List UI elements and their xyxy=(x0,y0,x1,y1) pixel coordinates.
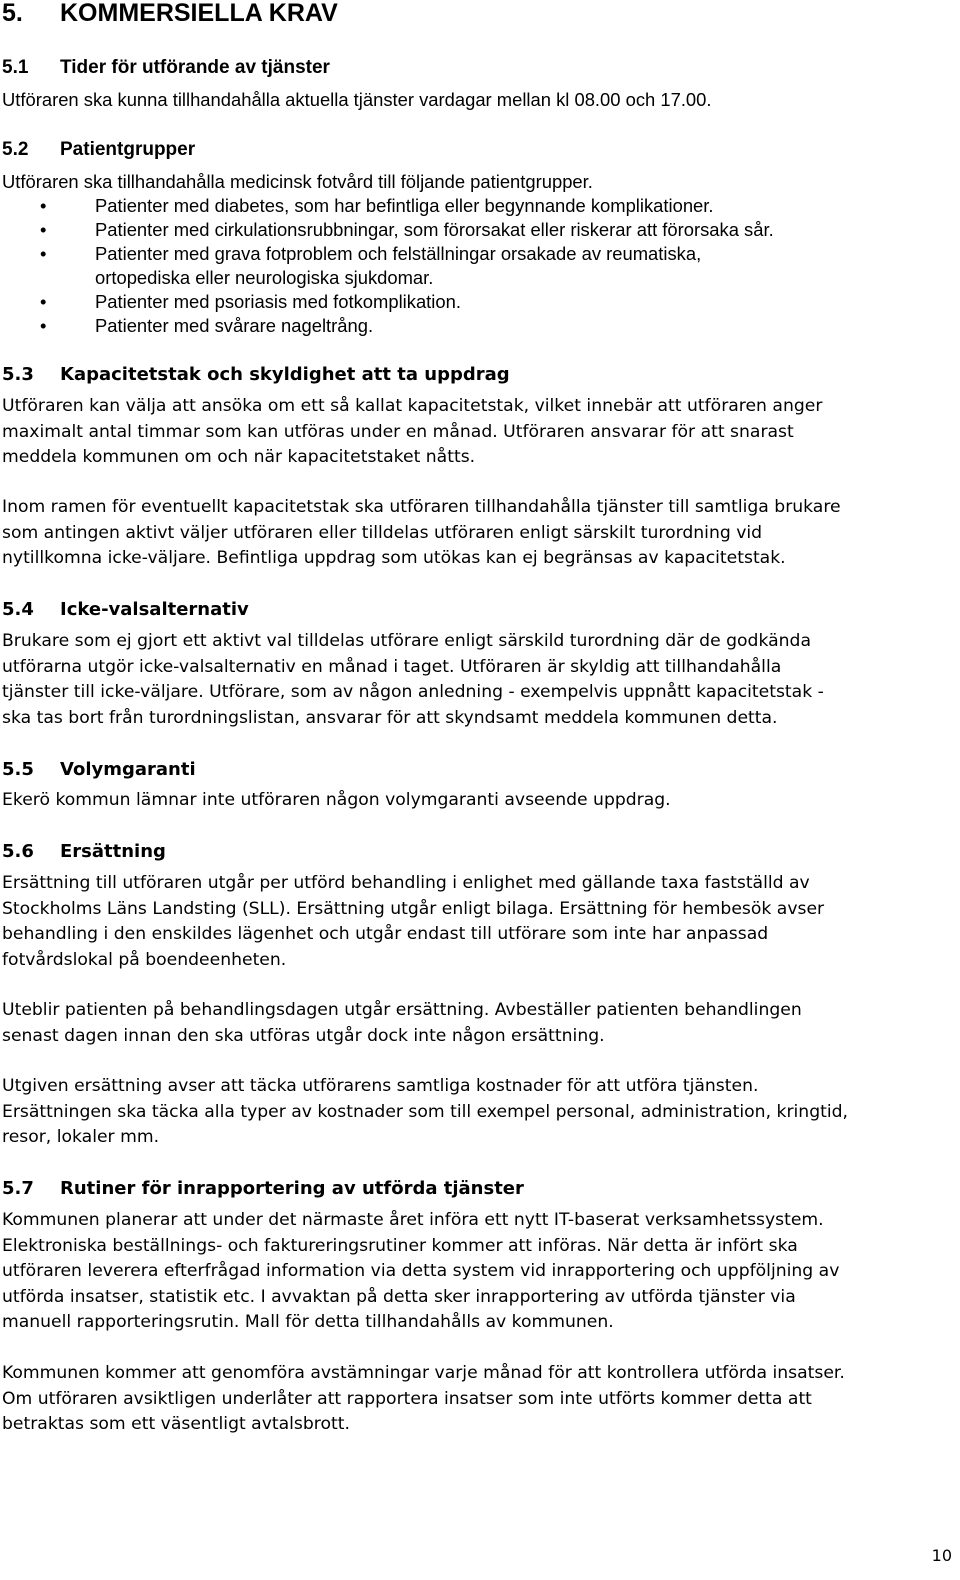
section-5-6-paragraph-3 xyxy=(2,1074,947,1151)
section-heading-text: Kapacitetstak och skyldighet att ta uppdrag xyxy=(60,364,510,385)
section-heading-text: Volymgaranti xyxy=(60,759,196,780)
text-line: Ekerö kommun lämnar inte utföraren någon volymgaranti avseende uppdrag. xyxy=(2,790,671,810)
text-line: Patienter med svårare nageltrång. xyxy=(95,315,374,336)
text-line: Stockholms Läns Landsting (SLL). Ersättning utgår enligt bilaga. Ersättning för hembesök avser xyxy=(2,898,825,919)
text-line: Patienter med psoriasis med fotkomplikation. xyxy=(95,291,461,312)
section-5-5-paragraph xyxy=(2,788,947,814)
section-number: 5.7 xyxy=(2,1178,34,1199)
section-5-3-paragraph-2 xyxy=(2,495,947,572)
text-line: Kommunen kommer att genomföra avstämningar varje månad för att kontrollera utförda insatser. xyxy=(2,1363,845,1383)
list-item xyxy=(2,290,947,314)
section-5-1-heading xyxy=(2,57,330,79)
list-item xyxy=(2,242,947,290)
section-5-1-paragraph xyxy=(2,88,947,112)
section-5-6-paragraph-1 xyxy=(2,871,947,973)
section-number: 5.3 xyxy=(2,364,34,385)
section-5-7-heading xyxy=(2,1178,524,1200)
section-number: 5.6 xyxy=(2,841,34,862)
bullet-icon: • xyxy=(40,315,47,336)
text-line: betraktas som ett väsentligt avtalsbrott. xyxy=(2,1414,350,1434)
text-line: Elektroniska beställnings- och faktureringsrutiner kommer att införas. När detta är infört ska xyxy=(2,1235,798,1256)
section-number: 5.4 xyxy=(2,599,34,620)
text-line: tjänster till icke-väljare. Utförare, som av någon anledning - exempelvis uppnått kapacitetstak - xyxy=(2,682,824,702)
section-5-5-heading xyxy=(2,759,196,781)
text-line: Utföraren ska tillhandahålla medicinsk fotvård till följande patientgrupper. xyxy=(2,171,593,192)
text-line: resor, lokaler mm. xyxy=(2,1127,160,1147)
section-heading-text: Patientgrupper xyxy=(60,139,196,160)
list-item xyxy=(2,314,947,338)
text-line: Utgiven ersättning avser att täcka utförarens samtliga kostnader för att utföra tjänsten. xyxy=(2,1076,759,1096)
patient-group-list xyxy=(2,194,947,338)
text-line: Patienter med cirkulationsrubbningar, som förorsakat eller riskerar att förorsaka sår. xyxy=(95,219,774,240)
section-heading-text: Tider för utförande av tjänster xyxy=(60,57,330,78)
section-number: 5.5 xyxy=(2,759,34,780)
text-line: fotvårdslokal på boendeenheten. xyxy=(2,949,287,970)
chapter-title-text: KOMMERSIELLA KRAV xyxy=(60,0,338,27)
text-line: manuell rapporteringsrutin. Mall för detta tillhandahålls av kommunen. xyxy=(2,1312,614,1332)
text-line: ska tas bort från turordningslistan, ansvarar för att skyndsamt meddela kommunen detta. xyxy=(2,707,778,728)
text-line: Patienter med grava fotproblem och felställningar orsakade av reumatiska, xyxy=(95,243,702,264)
text-line: Brukare som ej gjort ett aktivt val tilldelas utförare enligt särskild turordning där de godkända xyxy=(2,631,811,651)
section-5-7-paragraph-1 xyxy=(2,1208,947,1336)
section-5-4-heading xyxy=(2,599,249,621)
text-line: Inom ramen för eventuellt kapacitetstak ska utföraren tillhandahålla tjänster till samtliga brukare xyxy=(2,497,841,517)
text-line: utförda insatser, statistik etc. I avvaktan på detta sker inrapportering av utförda tjänster via xyxy=(2,1286,796,1307)
text-line: Uteblir patienten på behandlingsdagen utgår ersättning. Avbeställer patienten behandlingen xyxy=(2,1000,802,1020)
text-line: som antingen aktivt väljer utföraren eller tilldelas utföraren enligt särskilt turordning vid xyxy=(2,522,763,543)
section-5-2-heading xyxy=(2,139,195,161)
section-heading-text: Rutiner för inrapportering av utförda tjänster xyxy=(60,1178,524,1199)
text-line: Ersättning till utföraren utgår per utförd behandling i enlighet med gällande taxa fastställd av xyxy=(2,873,810,893)
text-line: behandling i den enskildes lägenhet och utgår endast till utförare som inte har anpassad xyxy=(2,924,769,944)
text-line: Kommunen planerar att under det närmaste året införa ett nytt IT-baserat verksamhetssystem. xyxy=(2,1210,824,1230)
section-5-2-intro xyxy=(2,170,947,194)
section-5-4-paragraph xyxy=(2,629,947,731)
section-number: 5.1 xyxy=(2,57,29,78)
text-line: meddela kommunen om och när kapacitetstaket nåtts. xyxy=(2,447,476,467)
section-5-6-heading xyxy=(2,841,166,863)
text-line: utförarna utgör icke-valsalternativ en månad i taget. Utföraren är skyldig att tillhandahålla xyxy=(2,656,782,677)
text-line: Om utföraren avsiktligen underlåter att rapportera insatser som inte utförts kommer detta att xyxy=(2,1388,812,1409)
section-heading-text: Icke-valsalternativ xyxy=(60,599,249,620)
text-line: nytillkomna icke-väljare. Befintliga uppdrag som utökas kan ej begränsas av kapacitetstak. xyxy=(2,548,786,568)
section-heading-text: Ersättning xyxy=(60,841,166,862)
list-item xyxy=(2,218,947,242)
bullet-icon: • xyxy=(40,219,47,240)
text-line: Utföraren ska kunna tillhandahålla aktuella tjänster vardagar mellan kl 08.00 och 17.00. xyxy=(2,89,712,110)
list-item xyxy=(2,194,947,218)
section-5-6-paragraph-2 xyxy=(2,998,947,1049)
section-5-3-paragraph-1 xyxy=(2,394,947,471)
text-line: Ersättningen ska täcka alla typer av kostnader som till exempel personal, administration, kringtid, xyxy=(2,1101,848,1122)
text-line: maximalt antal timmar som kan utföras under en månad. Utföraren ansvarar för att snarast xyxy=(2,421,794,442)
text-line: Utföraren kan välja att ansöka om ett så kallat kapacitetstak, vilket innebär att utföraren anger xyxy=(2,396,823,416)
chapter-number: 5. xyxy=(2,0,23,27)
text-line: utföraren leverera efterfrågad information via detta system vid inrapportering och uppföljning av xyxy=(2,1261,840,1281)
section-5-7-paragraph-2 xyxy=(2,1361,947,1438)
text-line: senast dagen innan den ska utföras utgår dock inte någon ersättning. xyxy=(2,1025,605,1046)
text-line: ortopediska eller neurologiska sjukdomar. xyxy=(95,267,434,288)
bullet-icon: • xyxy=(40,291,47,312)
section-5-3-heading xyxy=(2,364,510,386)
page-number: 10 xyxy=(931,1546,952,1565)
bullet-icon: • xyxy=(40,243,47,264)
chapter-title xyxy=(2,0,338,28)
bullet-icon: • xyxy=(40,195,47,216)
section-number: 5.2 xyxy=(2,139,29,160)
text-line: Patienter med diabetes, som har befintliga eller begynnande komplikationer. xyxy=(95,195,714,216)
